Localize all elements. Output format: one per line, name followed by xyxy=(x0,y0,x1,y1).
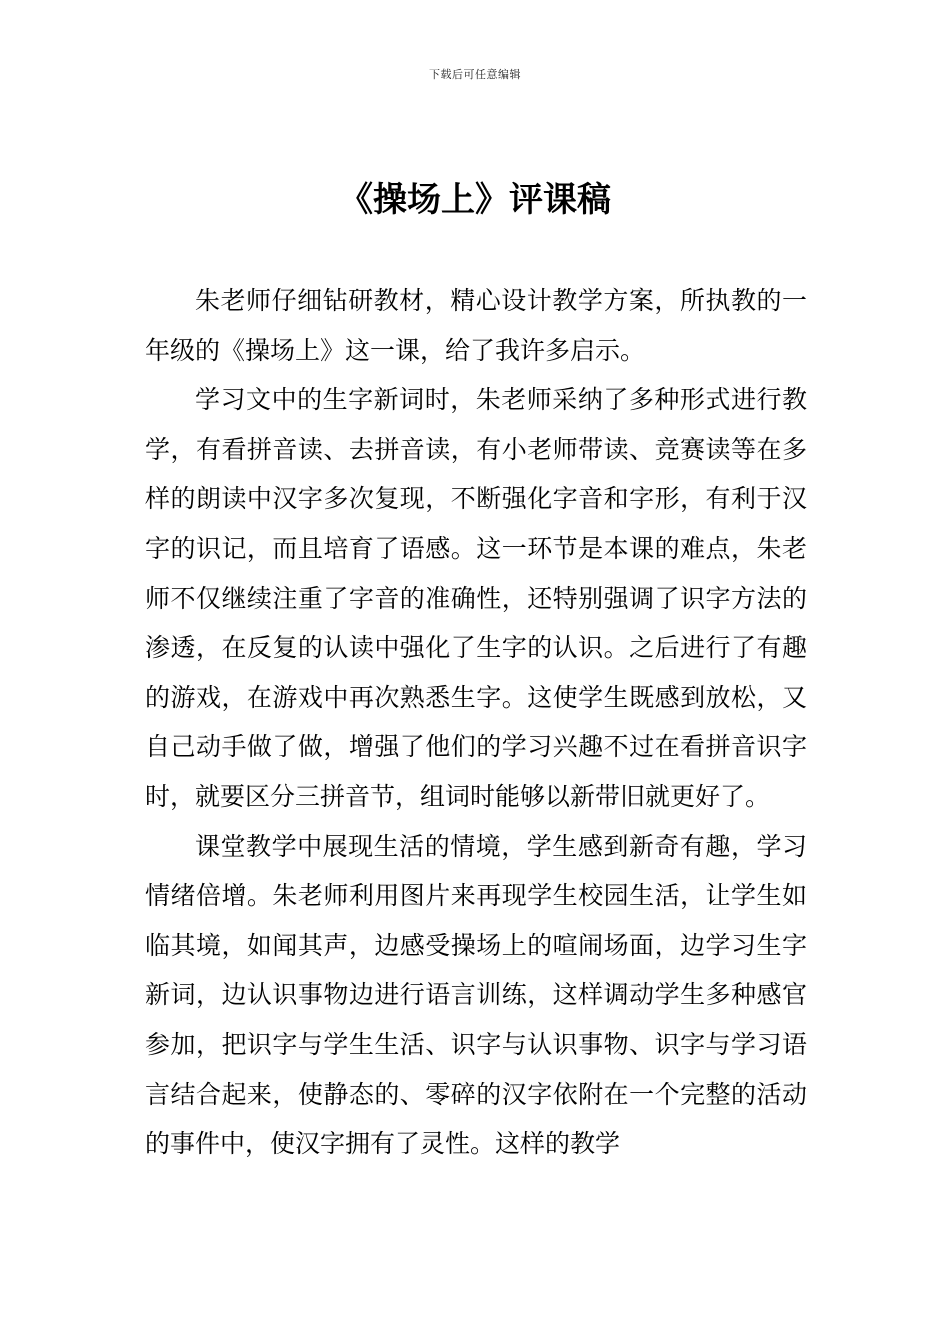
paragraph-3: 课堂教学中展现生活的情境，学生感到新奇有趣，学习情绪倍增。朱老师利用图片来再现学生校园生活，让学生如临其境，如闻其声，边感受操场上的喧闹场面，边学习生字新词，边认识事物边进行语言训练，这样调动学生多种感官参加，把识字与学生生活、识字与认识事物、识字与学习语言结合起来，使静态的、零碎的汉字依附在一个完整的活动的事件中，使汉字拥有了灵性。这样的教学 xyxy=(145,831,807,1159)
document-title: 《操场上》评课稿 xyxy=(339,180,611,220)
paragraph-2: 学习文中的生字新词时，朱老师采纳了多种形式进行教学，有看拼音读、去拼音读，有小老师带读、竞赛读等在多样的朗读中汉字多次复现，不断强化字音和字形，有利于汉字的识记，而且培育了语感。这一环节是本课的难点，朱老师不仅继续注重了字音的准确性，还特别强调了识字方法的渗透，在反复的认读中强化了生字的认识。之后进行了有趣的游戏，在游戏中再次熟悉生字。这使学生既感到放松，又自己动手做了做，增强了他们的学习兴趣不过在看拼音识字时，就要区分三拼音节，组词时能够以新带旧就更好了。 xyxy=(145,385,807,811)
document-body xyxy=(145,276,807,1169)
header-note: 下载后可任意编辑 xyxy=(429,68,521,81)
paragraph-1: 朱老师仔细钻研教材，精心设计教学方案，所执教的一年级的《操场上》这一课，给了我许多启示。 xyxy=(145,286,807,365)
